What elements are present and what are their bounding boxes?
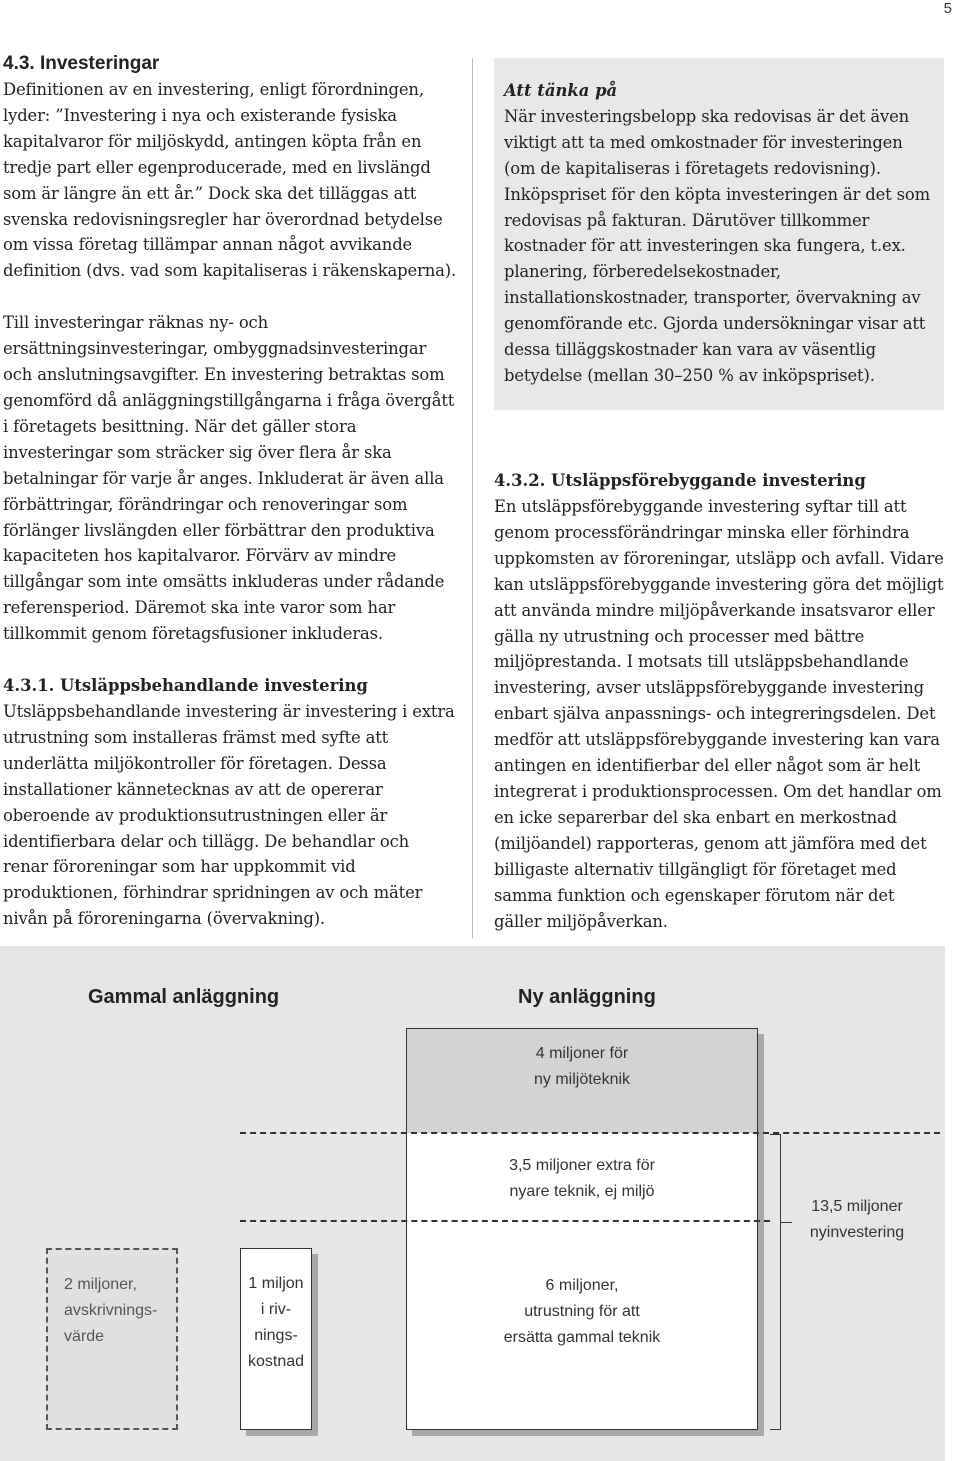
dashed-divider-top <box>240 1132 940 1134</box>
definition-paragraph: Definitionen av en investering, enligt förordningen, lyder: ”Investering i nya och existerande fysiska kapitalvaror för miljöskydd, antingen köpta från en tredje part eller egenproducerade, med en livslängd som är längre än ett år.” Dock ska det tilläggas att svenska redovisningsregler har överordnad betydelse om vissa företag tillämpar annan något avvikande definition (dvs. vad som kapitaliseras i räkenskaperna). <box>3 80 457 281</box>
subsection-title-4-3-1: 4.3.1. Utsläppsbehandlande investering <box>3 676 368 696</box>
total-bracket-bottom <box>770 1429 781 1430</box>
total-label-1: 13,5 miljoner <box>811 1198 903 1215</box>
subsection-text-4-3-1: Utsläppsbehandlande investering är investering i extra utrustning som installeras främst med syfte att underlätta miljökontroller för företagen. Dessa installationer kännetecknas av att de opererar oberoende av produktionsutrustningen eller är identifierbara delar och tillägg. De behandlar och renar föroreningar som har uppkommit vid produktionen, förhindrar spridningen av och mäter nivån på föroreningarna (övervakning). <box>3 702 455 929</box>
depreciation-box <box>46 1248 178 1430</box>
page-number: 5 <box>943 0 952 17</box>
new-tech-label-2: ny miljöteknik <box>533 1071 631 1088</box>
heading-old-plant: Gammal anläggning <box>88 986 280 1008</box>
depreciation-label-2: avskrivnings- <box>64 1302 158 1319</box>
column-divider <box>472 58 473 938</box>
demolition-label-3: nings- <box>254 1327 298 1344</box>
new-tech-segment <box>407 1029 757 1133</box>
extra-label-1: 3,5 miljoner extra för <box>509 1157 655 1174</box>
right-column <box>494 468 944 934</box>
new-tech-label-1: 4 miljoner för <box>535 1045 629 1062</box>
depreciation-label-1: 2 miljoner, <box>64 1276 137 1293</box>
left-column <box>3 50 458 932</box>
extra-label-2: nyare teknik, ej miljö <box>509 1183 655 1200</box>
total-bracket <box>780 1134 781 1430</box>
investment-figure <box>0 946 945 1461</box>
subsection-text-4-3-2: En utsläppsförebyggande investering syftar till att genom processförändringar minska eller förhindra uppkomsten av föroreningar, utsläpp och avfall. Vidare kan utsläppsförebyggande investering göra det möjligt att använda mindre miljöpåverkande insatsvaror eller gälla ny utrustning och processer med bättre miljöprestanda. I motsats till utsläppsbehandlande investering, avser utsläppsförebyggande investering enbart själva anpassnings- och integreringsdelen. Det medför att utsläppsförebyggande investering kan vara antingen en identifierbar del eller något som är helt integrerat i produktionsprocessen. Om det handlar om en icke separerbar del ska enbart en merkostnad (miljöandel) rapporteras, genom att jämföra med det billigaste alternativ tillgängligt för företaget med samma funktion och egenskaper förutom när det gäller miljöpåverkan. <box>494 497 944 931</box>
demolition-label-1: 1 miljon <box>248 1275 304 1292</box>
depreciation-label-3: värde <box>64 1328 105 1345</box>
new-plant-box <box>406 1028 758 1430</box>
total-investment-label <box>792 1194 922 1246</box>
dashed-divider-bottom <box>240 1220 770 1222</box>
demolition-label-4: kostnad <box>247 1353 305 1370</box>
replace-label-2: utrustning för att <box>524 1303 640 1320</box>
section-title: 4.3. Investeringar <box>3 53 160 74</box>
demolition-box <box>240 1248 312 1430</box>
info-box-text: När investeringsbelopp ska redovisas är det även viktigt att ta med omkostnader för investeringen (om de kapitaliseras i företagets redovisning). Inköpspriset för den köpta investeringen är det som redovisas på fakturan. Därutöver tillkommer kostnader för att investeringen ska fungera, t.ex. planering, förberedelsekostnader, installationskostnader, transporter, övervakning av genomförande etc. Gjorda undersökningar visar att dessa tilläggskostnader kan vara av väsentlig betydelse (mellan 30–250 % av inköpspriset). <box>504 106 931 385</box>
total-bracket-tip <box>780 1222 792 1223</box>
total-bracket-top <box>770 1134 781 1135</box>
total-label-2: nyinvestering <box>809 1224 905 1241</box>
subsection-title-4-3-2: 4.3.2. Utsläppsförebyggande investering <box>494 471 866 490</box>
info-box-title: Att tänka på <box>504 81 618 100</box>
info-box <box>494 58 944 410</box>
demolition-label-2: i riv- <box>260 1301 292 1318</box>
heading-new-plant: Ny anläggning <box>518 986 656 1008</box>
replace-label-1: 6 miljoner, <box>545 1277 619 1294</box>
investment-types-paragraph: Till investeringar räknas ny- och ersättningsinvesteringar, ombyggnadsinvesteringar och anslutningsavgifter. En investering betraktas som genomförd då anläggningstillgångarna i fråga övergått i företagets besittning. När det gäller stora investeringar som sträcker sig över flera år ska betalningar för varje år anges. Inkluderat är även alla förbättringar, förändringar och renoveringar som förlänger livslängden eller förbättrar den produktiva kapaciteten hos kapitalvaror. Förvärv av mindre tillgångar som inte omsätts inkluderas under rådande referensperiod. Däremot ska inte varor som har tillkommit genom företagsfusioner inkluderas. <box>3 313 455 644</box>
replace-label-3: ersätta gammal teknik <box>503 1329 661 1346</box>
